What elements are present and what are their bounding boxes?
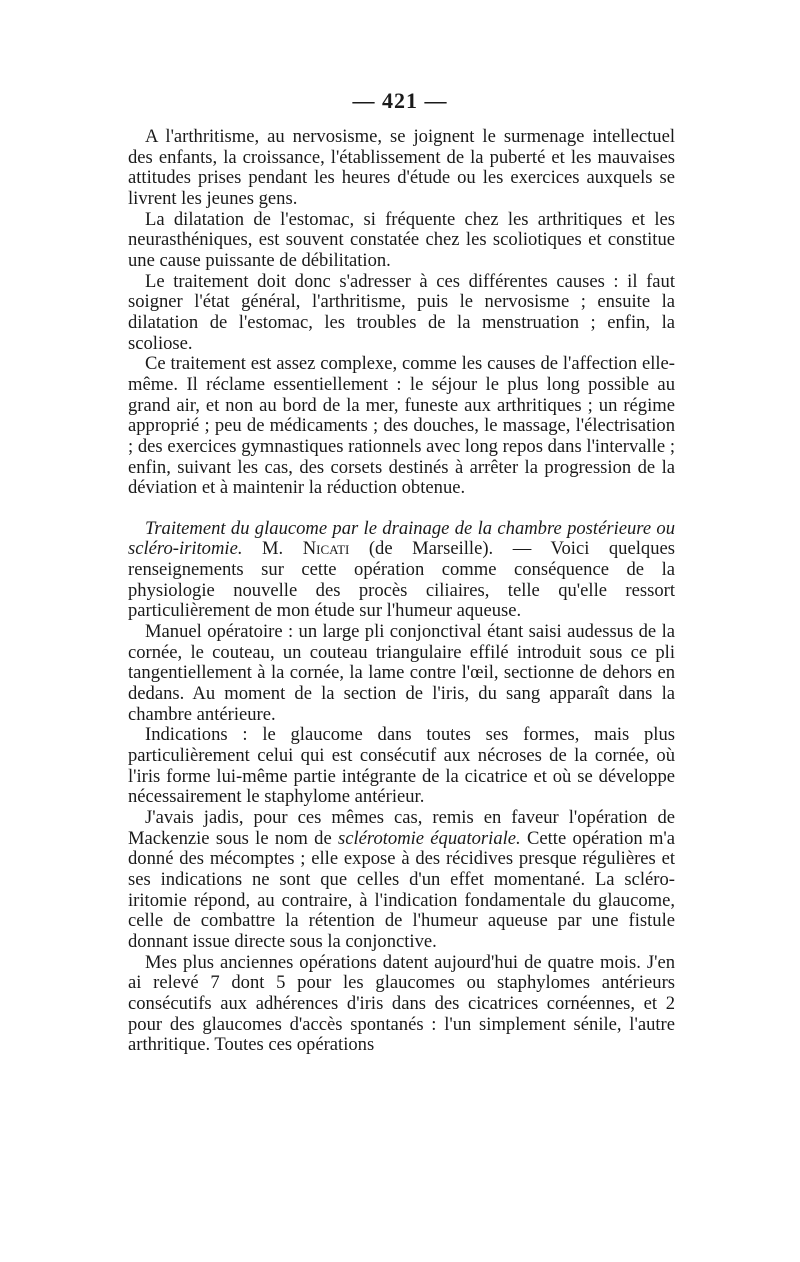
page-body [128,127,675,1056]
author-place: (de Marseille). [368,538,494,560]
paragraph-traitement: Le traitement doit donc s'adresser à ces différentes causes : il faut soigner l'état général, l'arthritisme, puis le nervosisme ; ensuite la dilatation de l'estomac, les troubles de la menstruation ; enfin, la scoliose. [128,270,675,354]
paragraph-indications: Indications : le glaucome dans toutes ses formes, mais plus particulièrement celui qui est consécutif aux nécroses de la cornée, où l'iris forme lui-même partie intégrante de la cicatrice et où se développe nécessairement le staphylome antérieur. [128,724,675,808]
section-title: Traitement du glaucome par le drainage de la chambre postérieure ou scléro-iritomie. [128,517,675,560]
mackenzie-before: J'avais jadis, pour ces mêmes cas, remis en faveur l'opération de Mackenzie sous le nom de [128,807,675,849]
paragraph-complexe: Ce traitement est assez complexe, comme les causes de l'affection elle-même. Il réclame essentiellement : le séjour le plus long possible au grand air, et non au bord de la mer, funeste aux arthritiques ; un régime approprié ; peu de médicaments ; des douches, le massage, l'électrisation ; des exercices gymnastiques rationnels avec long repos dans l'intervalle ; enfin, suivant les cas, des corsets destinés à arrêter la progression de la déviation et à maintenir la réduction obtenue. [128,353,675,499]
author-prefix: M. [261,538,284,560]
section-intro: — Voici quelques renseignements sur cette opération comme conséquence de la physiologie nouvelle des procès ciliaires, telle qu'elle ressort particulièrement de mon étude sur l'humeur aqueuse. [128,538,675,622]
paragraph-arthritisme: A l'arthritisme, au nervosisme, se joignent le surmenage intellectuel des enfants, la croissance, l'établissement de la puberté et les mauvaises attitudes prises pendant les heures d'étude ou les exercices auxquels se livrent les jeunes gens. [128,126,675,209]
paragraph-mackenzie [128,808,675,953]
paragraph-operations: Mes plus anciennes opérations datent aujourd'hui de quatre mois. J'en ai relevé 7 dont 5 pour les glaucomes ou staphylomes antérieurs consécutifs aux adhérences d'iris dans des cicatrices cornéennes, et 2 pour des glaucomes d'accès spontanés : l'un simplement sénile, l'autre arthritique. Toutes ces opérations [128,951,675,1056]
author-name: Nicati [302,538,350,560]
page-number: — 421 — [352,88,448,113]
mackenzie-emphasis: sclérotomie équatoriale. [337,827,521,849]
section-heading-paragraph [128,519,675,622]
paragraph-manuel-operatoire: Manuel opératoire : un large pli conjonctival étant saisi audessus de la cornée, le couteau, un couteau triangulaire effilé introduit sous ce pli tangentiellement à la cornée, la lame contre l'œil, sectionne de dehors en dedans. Au moment de la section de l'iris, du sang apparaît dans la chambre antérieure. [128,621,675,725]
paragraph-dilatation: La dilatation de l'estomac, si fréquente chez les arthritiques et les neurasthéniques, est souvent constatée chez les scoliotiques et constitue une cause puissante de débilitation. [128,208,675,271]
mackenzie-after: Cette opération m'a donné des mécomptes ; elle expose à des récidives presque régulières et ses indications ne sont que celles d'un effet momentané. La scléro-iritomie répond, au contraire, à l'indication fondamentale du glaucome, celle de combattre la rétention de l'humeur aqueuse par une fistule donnant issue directe sous la conjonctive. [128,827,676,952]
